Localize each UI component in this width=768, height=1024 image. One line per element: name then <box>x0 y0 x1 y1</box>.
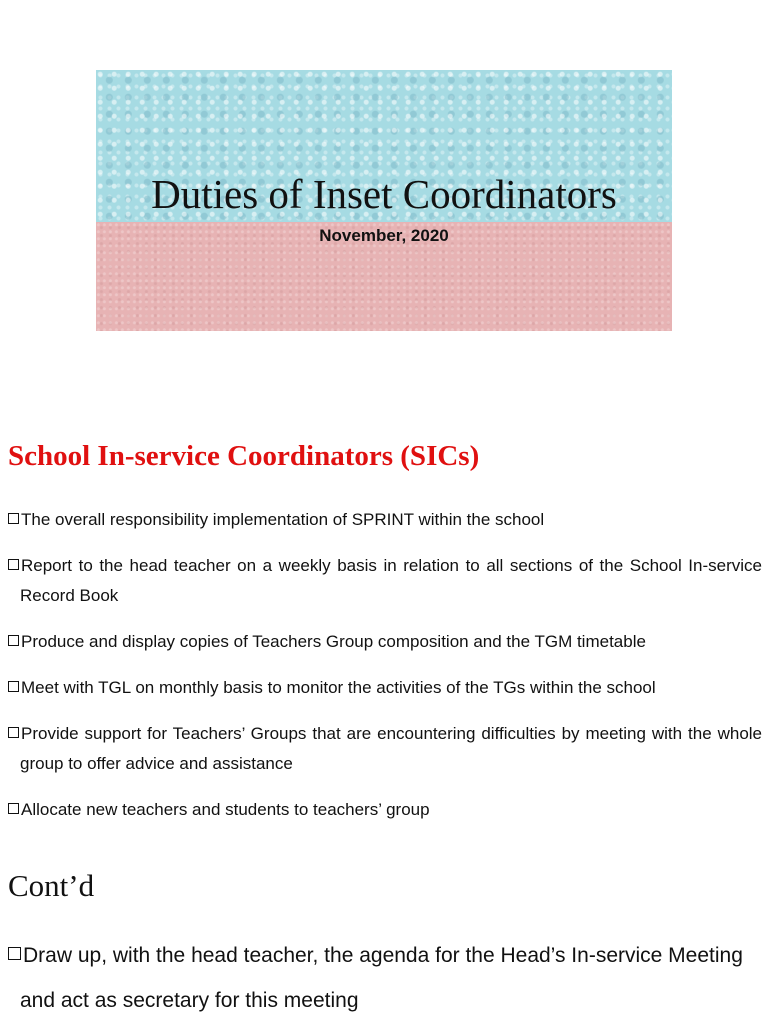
checkbox-square-icon <box>8 727 19 738</box>
checkbox-square-icon <box>8 559 19 570</box>
list-item: Report to the head teacher on a weekly basis in relation to all sections of the School In-service Record Book <box>8 551 762 611</box>
list-item: Allocate new teachers and students to teachers’ group <box>8 795 762 825</box>
duties-list <box>8 505 762 841</box>
list-item: Provide support for Teachers’ Groups that are encountering difficulties by meeting with the whole group to offer advice and assistance <box>8 719 762 779</box>
checkbox-square-icon <box>8 803 19 814</box>
contd-duties-list <box>8 933 762 1023</box>
document-title: Duties of Inset Coordinators <box>151 171 617 217</box>
list-item: Produce and display copies of Teachers Group composition and the TGM timetable <box>8 627 762 657</box>
document-date: November, 2020 <box>319 226 449 245</box>
checkbox-square-icon <box>8 681 19 692</box>
list-item: The overall responsibility implementation of SPRINT within the school <box>8 505 762 535</box>
section-heading: School In-service Coordinators (SICs) <box>8 440 480 472</box>
title-banner <box>96 70 672 331</box>
checkbox-square-icon <box>8 513 19 524</box>
checkbox-square-icon <box>8 635 19 646</box>
checkbox-square-icon <box>8 947 21 960</box>
list-item: Draw up, with the head teacher, the agenda for the Head’s In-service Meeting and act as secretary for this meeting <box>8 933 762 1023</box>
contd-heading: Cont’d <box>8 868 95 903</box>
list-item: Meet with TGL on monthly basis to monitor the activities of the TGs within the school <box>8 673 762 703</box>
